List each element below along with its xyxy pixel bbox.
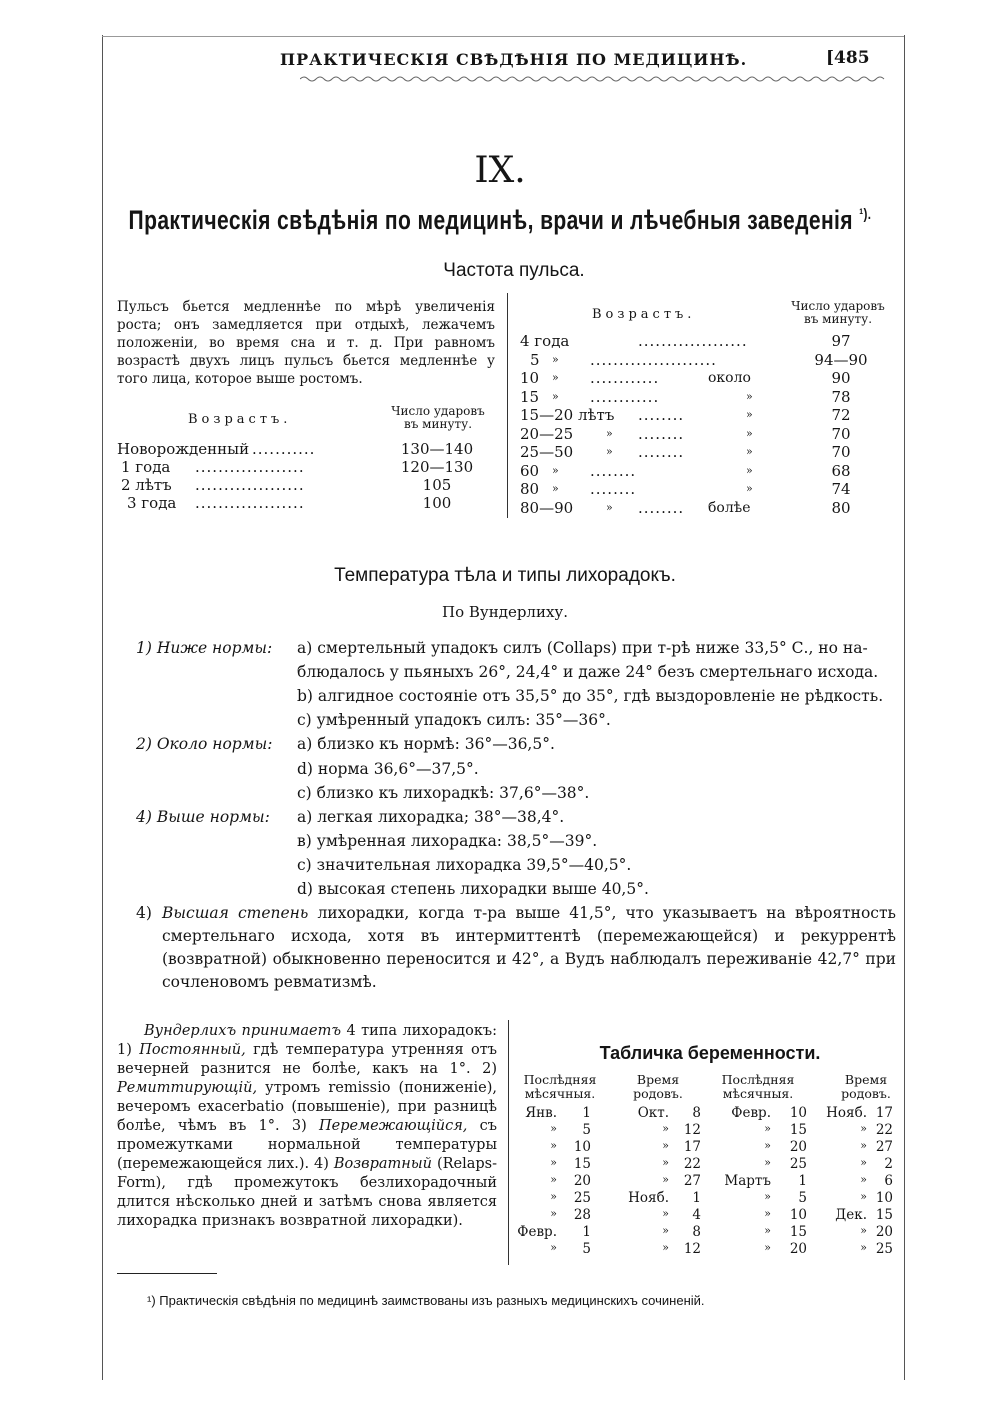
right-col-age-header: Возрастъ. <box>592 307 696 322</box>
pulse-value: 94—90 <box>814 350 868 369</box>
pregnancy-cell: » <box>860 1190 867 1203</box>
pulse-dots: ........ <box>638 498 685 517</box>
pulse-ditto: » <box>606 445 613 458</box>
pulse-qualifier: » <box>746 408 753 421</box>
chapter-footnote-mark: ¹). <box>859 206 872 223</box>
pulse-value: 68 <box>831 461 851 480</box>
right-col-beats-line2: въ минуту. <box>803 312 873 326</box>
pulse-age: 15 <box>520 387 540 406</box>
pregnancy-row <box>515 1241 900 1258</box>
pregnancy-cell: 10 <box>875 1190 893 1206</box>
pulse-ditto: » <box>606 426 613 440</box>
pregnancy-row <box>515 1156 900 1173</box>
temperature-heading: Температура тѣла и типы лихорадокъ. <box>334 565 676 586</box>
running-title: ПРАКТИЧЕСКІЯ СВѢДѢНІЯ ПО МЕДИЦИНѢ. <box>280 50 748 69</box>
pregnancy-cell: 27 <box>683 1173 701 1189</box>
fever-type-relapsing: Возвратный <box>333 1156 432 1172</box>
pregnancy-cell: 12 <box>683 1122 701 1138</box>
pulse-age: 15—20 лѣтъ <box>520 406 615 424</box>
pulse-ditto: » <box>552 482 559 495</box>
pregnancy-cell: Окт. <box>637 1105 669 1121</box>
pulse-value: 130—140 <box>400 440 474 458</box>
pregnancy-cell: 5 <box>798 1190 807 1206</box>
pregnancy-cell: 15 <box>789 1224 807 1240</box>
pregnancy-cell: » <box>662 1122 669 1135</box>
pregnancy-cell: 5 <box>582 1122 591 1138</box>
pregnancy-cell: » <box>860 1122 867 1135</box>
pregnancy-cell: 25 <box>875 1241 893 1257</box>
pregnancy-cell: » <box>860 1173 867 1186</box>
pulse-dots: ................... <box>195 458 305 476</box>
footnote-rule <box>117 1273 217 1274</box>
pregnancy-col-header-line1: Время <box>844 1072 888 1087</box>
fever-category-text: 2) Около нормы: <box>136 735 273 754</box>
pregnancy-col-header-line2: родовъ. <box>841 1086 891 1101</box>
pregnancy-cell: 10 <box>573 1139 591 1155</box>
pulse-value: 78 <box>831 387 851 406</box>
pulse-age: 3 года <box>127 494 177 512</box>
pregnancy-cell: » <box>860 1241 867 1254</box>
pulse-dots: ................... <box>195 494 305 512</box>
pulse-ditto: » <box>552 463 559 477</box>
pulse-value: 120—130 <box>400 458 474 476</box>
pregnancy-cell: » <box>764 1190 771 1203</box>
pulse-dots: ............ <box>590 369 660 387</box>
wunderlich-text-a: 4 типа лихорадокъ: 1) <box>117 1023 498 1058</box>
pregnancy-heading: Табличка беременности. <box>599 1043 821 1063</box>
pregnancy-cell: Нояб. <box>826 1105 867 1121</box>
pulse-qualifier: около <box>708 370 751 386</box>
pregnancy-cell: » <box>860 1139 867 1152</box>
pulse-value: 70 <box>831 443 851 461</box>
right-col-beats-line1: Число ударовъ <box>791 299 885 313</box>
pulse-age: 25—50 <box>520 443 574 461</box>
bottom-column-divider <box>508 1020 509 1265</box>
pregnancy-cell: » <box>662 1241 669 1254</box>
pregnancy-cell: » <box>764 1122 771 1135</box>
pregnancy-col-header <box>821 1073 911 1101</box>
pregnancy-cell: Февр. <box>517 1224 557 1240</box>
wunderlich-lead: Вундерлихъ принимаетъ <box>144 1023 342 1039</box>
fever-line: в) умѣренная лихорадка: 38,5°—39°. <box>297 831 598 850</box>
pulse-dots: ........ <box>638 443 685 461</box>
pregnancy-cell: 15 <box>573 1156 591 1172</box>
pregnancy-header-row <box>515 1073 900 1105</box>
pregnancy-cell: » <box>764 1139 771 1152</box>
pulse-age: Новорожденный <box>117 440 250 458</box>
fever-line: а) легкая лихорадка; 38°—38,4°. <box>297 807 565 826</box>
fever-category-label <box>136 637 272 660</box>
pregnancy-cell: » <box>550 1207 557 1220</box>
page-number-value: 485 <box>834 48 870 68</box>
pregnancy-cell: Мартъ <box>724 1173 771 1189</box>
pulse-value: 97 <box>831 332 851 350</box>
pregnancy-cell: 6 <box>884 1173 893 1189</box>
pulse-qualifier: » <box>746 463 753 477</box>
pregnancy-cell: » <box>662 1156 669 1169</box>
pulse-age: 80 <box>520 480 540 498</box>
pregnancy-cell: 10 <box>789 1207 807 1223</box>
fever-line: блюдалось у пьяныхъ 26°, 24,4° и даже 24° безъ смертельнаго исхода. <box>297 663 879 682</box>
pregnancy-cell: » <box>860 1224 867 1237</box>
pulse-value: 72 <box>831 406 851 424</box>
pregnancy-cell: » <box>550 1122 557 1135</box>
left-col-age-header: Возрастъ. <box>188 412 292 427</box>
pulse-value: 100 <box>422 494 452 512</box>
pregnancy-cell: » <box>550 1156 557 1169</box>
pulse-dots: ................... <box>195 476 305 494</box>
pulse-age: 5 <box>530 350 540 369</box>
temperature-item-4-text: лихорадки, когда т-ра выше 41,5°, что указываетъ на вѣроятность смертельнаго исхода, хотя въ интермиттентѣ (перемежающейся) и рекуррентѣ (возвратной) обыкновенно переносится и 42°, а Вудъ наблюдалъ переживаніе 42,7° при сочленовомъ ревматизмѣ. <box>162 904 896 991</box>
wunderlich-text-c: утромъ remissio (пониженіе), вечеромъ exacerbatio (повышеніе), при разницѣ болѣе, чѣмъ въ 1°. 3) <box>117 1080 497 1134</box>
pregnancy-row <box>515 1122 900 1139</box>
pulse-dots: ................... <box>638 332 748 350</box>
pregnancy-cell: 15 <box>789 1122 807 1138</box>
pregnancy-cell: » <box>764 1224 771 1237</box>
pulse-value: 74 <box>831 480 851 498</box>
pulse-dots: ........ <box>638 406 685 424</box>
pregnancy-cell: 17 <box>683 1139 701 1155</box>
pregnancy-cell: » <box>764 1241 771 1254</box>
pregnancy-col-header <box>515 1073 605 1101</box>
pregnancy-cell: » <box>662 1207 669 1220</box>
pregnancy-row <box>515 1105 900 1122</box>
pregnancy-cell: Дек. <box>835 1207 867 1223</box>
pregnancy-cell: 27 <box>875 1139 893 1155</box>
pulse-ditto: » <box>552 352 559 366</box>
pregnancy-cell: 1 <box>798 1173 807 1189</box>
pregnancy-row <box>515 1190 900 1207</box>
wunderlich-text-d: съ промежутками нормальной температуры (перемежающейся лих.). 4) <box>117 1118 498 1172</box>
pulse-age: 1 года <box>121 458 171 476</box>
chapter-title-text: Практическія свѣдѣнія по медицинѣ, врачи и лѣчебныя заведенія <box>128 205 853 235</box>
pregnancy-col-header-line1: Послѣдняя <box>721 1072 795 1087</box>
fever-category-text: 1) Ниже нормы: <box>136 639 273 657</box>
pulse-dots: ............ <box>590 387 660 406</box>
wunderlich-text-e: (Relaps-Form), гдѣ промежутокъ безлихорадочный длится нѣсколько дней и затѣмъ снова является лихорадка признакъ возвратной лихорадки). <box>117 1156 498 1229</box>
fever-line: c) близко къ лихорадкѣ: 37,6°—38°. <box>297 783 590 802</box>
pulse-age: 2 лѣтъ <box>121 476 172 494</box>
pulse-ditto: » <box>606 500 613 514</box>
wunderlich-text-b: гдѣ температура утренняя отъ вечерней разнится не болѣе, какъ на 1°. 2) <box>117 1042 498 1077</box>
fever-line: а) близко къ нормѣ: 36°—36,5°. <box>297 735 555 754</box>
pulse-qualifier: » <box>746 445 753 458</box>
pregnancy-cell: 12 <box>683 1241 701 1257</box>
pregnancy-cell: » <box>662 1173 669 1186</box>
pregnancy-cell: 25 <box>789 1156 807 1172</box>
pulse-dots: ........ <box>638 424 685 443</box>
page-number: [485 <box>826 48 870 68</box>
pulse-dots: ........ <box>590 480 637 498</box>
pregnancy-cell: 1 <box>582 1105 591 1121</box>
pregnancy-cell: Янв. <box>525 1105 557 1121</box>
pulse-dots: ........ <box>590 461 637 480</box>
pregnancy-col-header-line2: родовъ. <box>633 1086 683 1101</box>
pregnancy-cell: 20 <box>789 1139 807 1155</box>
pregnancy-col-header <box>713 1073 803 1101</box>
pulse-qualifier: болѣе <box>708 499 751 516</box>
pregnancy-cell: 20 <box>875 1224 893 1240</box>
pregnancy-cell: 5 <box>582 1241 591 1257</box>
pregnancy-table <box>515 1073 900 1258</box>
pregnancy-cell: Нояб. <box>628 1190 669 1206</box>
pulse-value: 80 <box>831 498 851 517</box>
wunderlich-paragraph <box>117 1022 497 1231</box>
pregnancy-cell: 20 <box>789 1241 807 1257</box>
pregnancy-col-header <box>613 1073 703 1101</box>
pregnancy-cell: 10 <box>789 1105 807 1121</box>
pregnancy-cell: » <box>764 1156 771 1169</box>
pregnancy-cell: 25 <box>573 1190 591 1206</box>
pulse-age: 10 <box>520 369 540 387</box>
pregnancy-cell: 28 <box>573 1207 591 1223</box>
chapter-number: IX. <box>474 150 526 191</box>
fever-line: а) смертельный упадокъ силъ (Collaps) при т-рѣ ниже 33,5° С., но на- <box>297 639 868 657</box>
pregnancy-cell: 8 <box>692 1224 701 1240</box>
pregnancy-col-header-line1: Время <box>636 1072 680 1087</box>
pregnancy-cell: 17 <box>875 1105 893 1121</box>
fever-category-label <box>136 806 270 829</box>
pregnancy-row <box>515 1224 900 1241</box>
pregnancy-cell: 22 <box>683 1156 701 1172</box>
pulse-intro: Пульсъ бьется медленнѣе по мѣрѣ увеличенія роста; онъ замедляется при отдыхѣ, лежачемъ положеніи, во время сна и т. д. При равномъ возрастѣ двухъ лицъ пульсъ бьется медленнѣе у того лица, которое выше ростомъ. <box>117 299 495 387</box>
pulse-value: 105 <box>422 476 452 494</box>
pregnancy-cell: 20 <box>573 1173 591 1189</box>
fever-line: c) умѣренный упадокъ силъ: 35°—36°. <box>297 711 611 730</box>
pulse-qualifier: » <box>746 426 753 440</box>
pulse-age: 80—90 <box>520 498 574 517</box>
pregnancy-col-header-line2: мѣсячныя. <box>722 1086 794 1101</box>
pulse-age: 4 года <box>520 332 570 350</box>
pregnancy-cell: » <box>550 1241 557 1254</box>
pulse-ditto: » <box>552 389 559 403</box>
pulse-value: 70 <box>831 424 851 443</box>
pregnancy-col-header-line2: мѣсячныя. <box>524 1086 596 1101</box>
pulse-qualifier: » <box>746 389 753 403</box>
pregnancy-cell: 1 <box>692 1190 701 1206</box>
temperature-item-4 <box>136 902 896 994</box>
fever-line: c) значительная лихорадка 39,5°—40,5°. <box>297 855 632 874</box>
pregnancy-cell: » <box>662 1139 669 1152</box>
pregnancy-cell: 22 <box>875 1122 893 1138</box>
pregnancy-row <box>515 1173 900 1190</box>
temperature-source: По Вундерлиху. <box>441 603 569 621</box>
pregnancy-cell: 2 <box>884 1156 893 1172</box>
pulse-age: 20—25 <box>520 424 574 443</box>
fever-line: d) норма 36,6°—37,5°. <box>297 759 479 778</box>
pregnancy-cell: Февр. <box>731 1105 771 1121</box>
fever-category-text: 4) Выше нормы: <box>136 807 270 826</box>
pregnancy-cell: » <box>860 1156 867 1169</box>
fever-line: b) алгидное состояніе отъ 35,5° до 35°, гдѣ выздоровленіе не рѣдкость. <box>297 687 884 706</box>
footnote: ¹) Практическія свѣдѣнія по медицинѣ заимствованы изъ разныхъ медицинскихъ сочиненій. <box>147 1293 705 1308</box>
temperature-item-4-number: 4) <box>136 904 152 922</box>
pulse-dots: ........... <box>252 440 316 458</box>
pulse-heading: Частота пульса. <box>443 260 585 281</box>
pregnancy-cell: » <box>662 1224 669 1237</box>
pulse-dots: ...................... <box>590 350 717 369</box>
pulse-ditto: » <box>552 371 559 384</box>
pregnancy-cell: » <box>550 1173 557 1186</box>
pregnancy-row <box>515 1139 900 1156</box>
pregnancy-cell: » <box>764 1207 771 1220</box>
pulse-qualifier: » <box>746 482 753 495</box>
fever-category-label <box>136 733 272 756</box>
fever-type-remittent: Ремиттирующій, <box>117 1080 258 1096</box>
pregnancy-cell: » <box>550 1139 557 1152</box>
pregnancy-col-header-line1: Послѣдняя <box>523 1072 597 1087</box>
fever-type-intermittent: Перемежающійся, <box>319 1118 468 1134</box>
pulse-age: 60 <box>520 461 540 480</box>
fever-line: d) высокая степень лихорадки выше 40,5°. <box>297 880 649 898</box>
pregnancy-row <box>515 1207 900 1224</box>
left-col-beats-line1: Число ударовъ <box>391 404 485 418</box>
pregnancy-cell: » <box>550 1190 557 1203</box>
pregnancy-cell: 15 <box>875 1207 893 1223</box>
temperature-item-4-lead: Высшая степень <box>162 904 309 922</box>
pregnancy-cell: 1 <box>582 1224 591 1240</box>
pregnancy-cell: 8 <box>692 1105 701 1121</box>
pulse-value: 90 <box>831 369 851 387</box>
left-col-beats-line2: въ минуту. <box>403 417 473 431</box>
fever-type-constant: Постоянный, <box>139 1042 246 1058</box>
pregnancy-cell: 4 <box>692 1207 701 1223</box>
